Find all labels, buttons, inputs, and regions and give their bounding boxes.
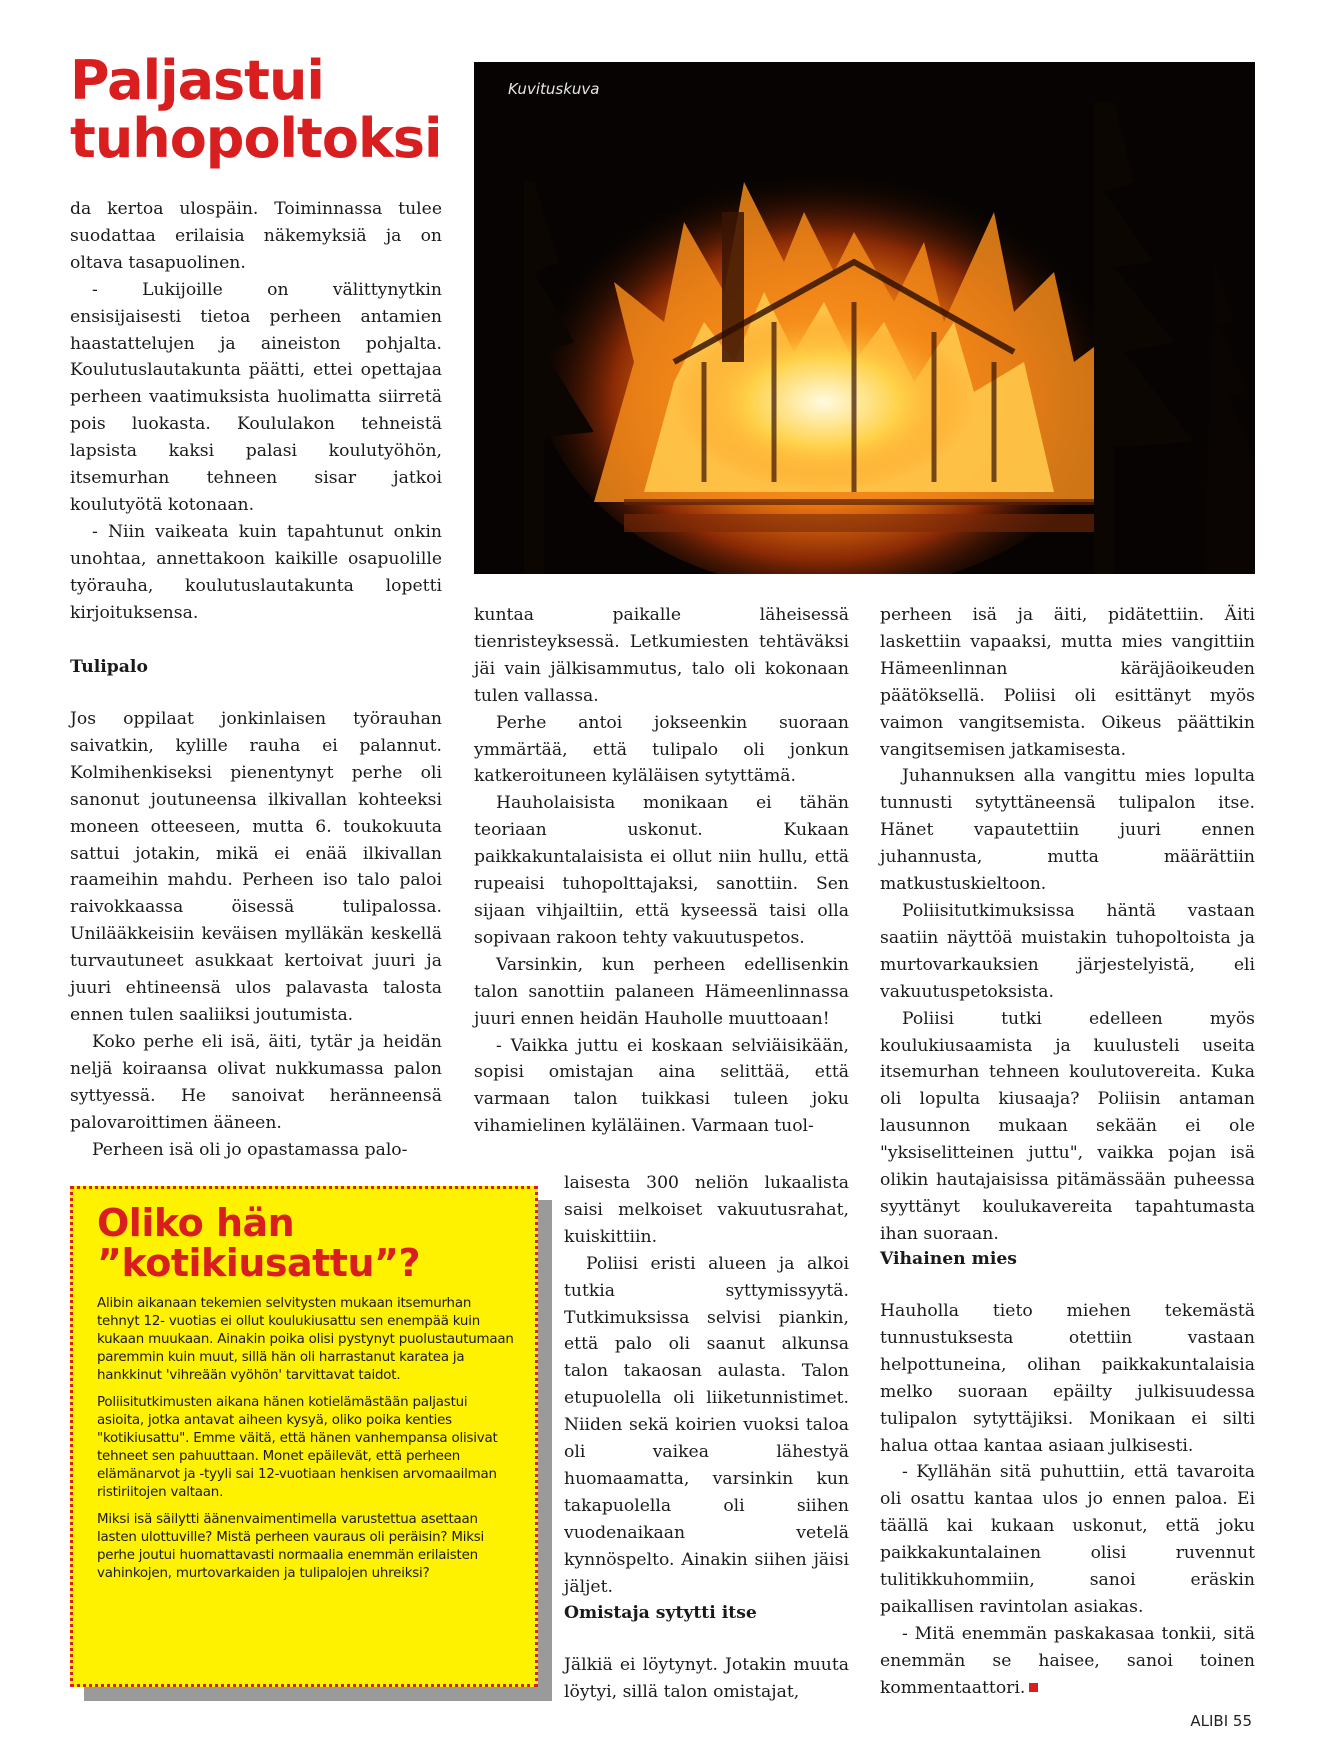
column-2-narrow bbox=[564, 1170, 849, 1601]
subheading-vihainen: Vihainen mies bbox=[880, 1249, 1017, 1269]
page-footer: ALIBI 55 bbox=[1190, 1712, 1252, 1730]
paragraph: Perheen isä oli jo opastamassa palo- bbox=[92, 1139, 408, 1160]
sidebox-paragraph: Miksi isä säilytti äänenvaimentimella varustettua asettaan lasten ulottuville? Mistä perheen vauraus oli peräisin? Miksi perhe joutui huomattavasti normaalia enemmän erilaisten vahinkojen, murtovarkaiden ja tulipalojen uhreiksi? bbox=[97, 1512, 485, 1581]
paragraph: laisesta 300 neliön lukaalista saisi melkoiset vakuutusrahat, kuiskittiin. bbox=[564, 1173, 849, 1247]
column-2-omistaja bbox=[564, 1652, 849, 1706]
paragraph: Juhannuksen alla vangittu mies lopulta tunnusti sytyttäneensä tulipalon itse. Hänet vapautettiin juuri ennen juhannusta, mutta määrättiin matkustuskieltoon. bbox=[880, 766, 1255, 895]
subheading-omistaja-wrap bbox=[564, 1600, 854, 1627]
paragraph: - Lukijoille on välittynytkin ensisijaisesti tietoa perheen antamien haastattelujen ja aineiston pohjalta. Koulutuslautakunta päätti, ettei opettajaa perheen vaatimuksista huolimatta siirretä pois luokasta. Koululakon tehneistä lapsista kaksi palasi koulutyöhön, itsemurhan tehneen sisar jatkoi koulutyötä kotonaan. bbox=[70, 279, 442, 515]
subheading-tulipalo-wrap bbox=[70, 654, 442, 681]
column-1-tulipalo bbox=[70, 706, 442, 1163]
paragraph: Poliisitutkimuksissa häntä vastaan saatiin näyttöä muistakin tuhopoltoista ja murtovarkauksien järjestelyistä, eli vakuutuspetoksista. bbox=[880, 900, 1255, 1002]
paragraph: - Kyllähän sitä puhuttiin, että tavaroita oli osattu kantaa ulos jo ennen paloa. Ei täällä kai kukaan uskonut, että joku paikkakuntalainen olisi ruvennut tulitikkuhommiin, sanoi eräskin paikallisen ravintolan asiakas. bbox=[880, 1462, 1255, 1617]
headline-line-2: tuhopoltoksi bbox=[70, 107, 442, 170]
paragraph: Hauholaisista monikaan ei tähän teoriaan uskonut. Kukaan paikkakuntalaisista ei ollut niin hullu, että rupeaisi tuhopolttajaksi, sanottiin. Sen sijaan vihjailtiin, että kyseessä taisi olla sopivaan rakoon tehty vakuutuspetos. bbox=[474, 793, 849, 948]
headline-line-1: Paljastui bbox=[70, 49, 324, 112]
sidebox-title bbox=[97, 1203, 517, 1283]
paragraph: kuntaa paikalle läheisessä tienristeyksessä. Letkumiesten tehtäväksi jäi vain jälkisammutus, talo oli kokonaan tulen vallassa. bbox=[474, 605, 849, 706]
paragraph bbox=[880, 1621, 1255, 1702]
paragraph: Poliisi eristi alueen ja alkoi tutkia syttymissyytä. Tutkimuksissa selvisi piankin, että palo oli saanut alkunsa talon takaosan aulasta. Talon etupuolella oli liiketunnistimet. Niiden sekä koirien vuoksi taloa oli vaikea lähestyä huomaamatta, varsinkin kun takapuolella oli siihen vuodenaikaan vetelä kynnöspelto. Ainakin siihen jäisi jäljet. bbox=[564, 1253, 849, 1597]
sidebox-paragraph: Poliisitutkimusten aikana hänen kotielämästään paljastui asioita, jotka antavat aiheen kysyä, oliko poika kenties "kotikiusattu". Emme väitä, että hänen vanhempansa olisivat tehneet sen pahuuttaan. Monet epäilevät, että perheen elämänarvot ja -tyyli sai 12-vuotiaan henkisen arvomaailman ristiriitojen valtaan. bbox=[97, 1395, 498, 1500]
paragraph: Koko perhe eli isä, äiti, tytär ja heidän neljä koiraansa olivat nukkumassa palon syttyessä. He sanoivat heränneensä palovaroittimen ääneen. bbox=[70, 1031, 442, 1133]
column-2 bbox=[474, 602, 849, 1140]
fire-photo bbox=[474, 62, 1255, 574]
sidebox-paragraph: Alibin aikanaan tekemien selvitysten mukaan itsemurhan tehnyt 12- vuotias ei ollut koulukiusattu sen enempää kuin kukaan muukaan. Ainakin poika olisi pystynyt puolustautumaan paremmin kuin muut, sillä hän oli harrastanut karatea ja hankkinut 'vihreään vyöhön' tarvittavat taidot. bbox=[97, 1296, 514, 1383]
column-3-vihainen bbox=[880, 1298, 1255, 1702]
paragraph: Perhe antoi jokseenkin suoraan ymmärtää, että tulipalo oli jonkun katkeroituneen kyläläisen sytyttämä. bbox=[474, 712, 849, 787]
paragraph: da kertoa ulospäin. Toiminnassa tulee suodattaa erilaisia näkemyksiä ja on oltava tasapuolinen. bbox=[70, 199, 442, 273]
sidebox-title-line-2: ”kotikiusattu”? bbox=[97, 1241, 421, 1285]
paragraph: Varsinkin, kun perheen edellisenkin talon sanottiin palaneen Hämeenlinnassa juuri ennen heidän Hauholle muuttoaan! bbox=[474, 954, 849, 1029]
burning-house-illustration bbox=[474, 62, 1255, 574]
subheading-vihainen-wrap bbox=[880, 1246, 1255, 1273]
subheading-omistaja: Omistaja sytytti itse bbox=[564, 1603, 757, 1623]
paragraph: Jälkiä ei löytynyt. Jotakin muuta löytyi, sillä talon omistajat, bbox=[564, 1655, 849, 1702]
paragraph: Jos oppilaat jonkinlaisen työrauhan saivatkin, kylille rauha ei palannut. Kolmihenkiseksi pienentynyt perhe oli sanonut joutuneensa ilkivallan kohteeksi moneen otteeseen, mutta 6. toukokuuta sattui jotakin, mikä ei enää ilkivallan raameihin mahdu. Perheen iso talo paloi raivokkaassa öisessä tulipalossa. Unilääkkeisiin keväisen mylläkän keskellä turvautuneet asukkaat kertoivat juuri ja juuri ehtineensä ulos palavasta talosta ennen tulen saaliiksi joutumista. bbox=[70, 709, 442, 1025]
sidebox bbox=[70, 1186, 538, 1687]
article-headline bbox=[70, 49, 450, 170]
paragraph: - Niin vaikeata kuin tapahtunut onkin unohtaa, annettakoon kaikille osapuolille työrauha, koulutuslautakunta lopetti kirjoituksensa. bbox=[70, 521, 442, 623]
paragraph: - Vaikka juttu ei koskaan selviäisikään, sopisi omistajan aina selittää, että varmaan talon tuikkasi tuleen joku vihamielinen kyläläinen. Varmaan tuol- bbox=[474, 1035, 849, 1137]
subheading-tulipalo: Tulipalo bbox=[70, 657, 148, 677]
column-3 bbox=[880, 602, 1255, 1248]
paragraph: perheen isä ja äiti, pidätettiin. Äiti laskettiin vapaaksi, mutta mies vangittiin Hämeenlinnan käräjäoikeuden päätöksellä. Poliisi oli esittänyt myös vaimon vangitsemista. Oikeus päättikin vangitsemisen jatkamisesta. bbox=[880, 605, 1255, 760]
end-mark-icon bbox=[1029, 1683, 1038, 1692]
paragraph: Poliisi tutki edelleen myös koulukiusaamista ja kuulusteli useita itsemurhan tehneen koulutovereita. Kuka oli lopulta kiusaaja? Poliisin antaman lausunnon mukaan sekään ei ole "yksiselitteinen juttu", vaikka pojan isä olikin hautajaisissa pitämässään puheessa syyttänyt koulukavereita tapahtumasta ihan suoraan. bbox=[880, 1008, 1255, 1244]
column-1-intro bbox=[70, 196, 442, 627]
closing-text: - Mitä enemmän paskakasaa tonkii, sitä enemmän se haisee, sanoi toinen kommentaattori. bbox=[880, 1623, 1255, 1698]
photo-caption: Kuvituskuva bbox=[508, 80, 600, 98]
sidebox-title-line-1: Oliko hän bbox=[97, 1201, 295, 1245]
paragraph: Hauholla tieto miehen tekemästä tunnustuksesta otettiin vastaan helpottuneina, olihan paikkakuntalaisia melko suoraan epäilty julkisuudessa tulipalon sytyttäjiksi. Monikaan ei silti halua ottaa kantaa asiaan julkisesti. bbox=[880, 1301, 1255, 1456]
